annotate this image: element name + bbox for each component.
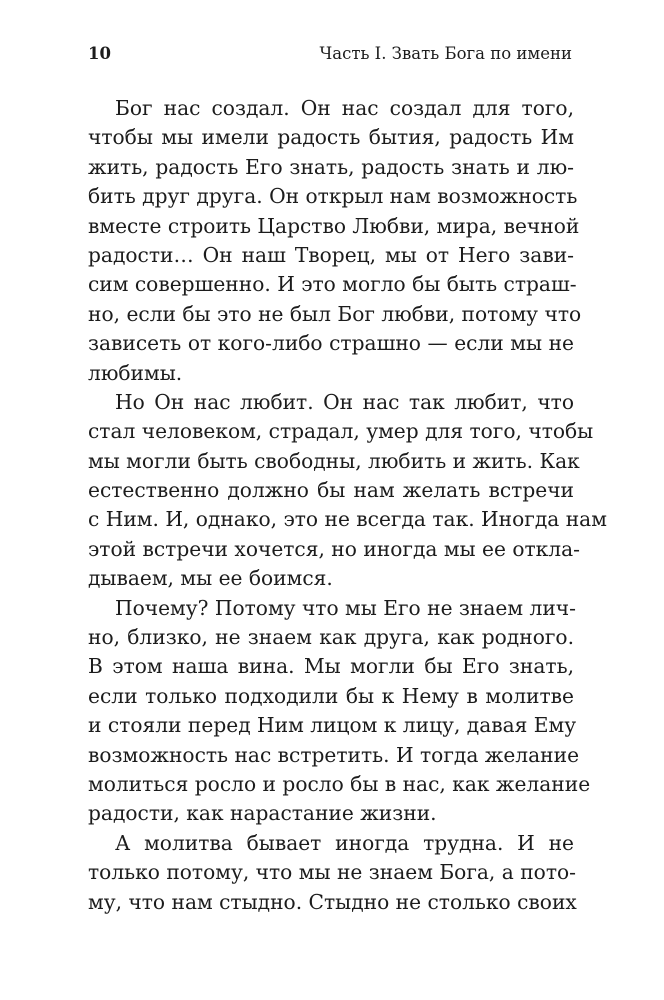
text-line: А молитва бывает иногда трудна. И не <box>115 830 574 855</box>
text-line: стал человеком, страдал, умер для того, чтобы <box>88 419 594 444</box>
text-line: Почему? Потому что мы Его не знаем лич- <box>115 595 576 620</box>
text-line: дываем, мы ее боимся. <box>88 566 333 591</box>
text-line: чтобы мы имели радость бытия, радость Им <box>88 125 574 150</box>
text-line: любимы. <box>88 360 183 385</box>
text-line: если только подходили бы к Нему в молитве <box>88 683 574 708</box>
text-line: зависеть от кого-либо страшно — если мы не <box>88 331 574 356</box>
text-line: возможность нас встретить. И тогда желание <box>88 742 580 767</box>
text-line: но, если бы это не был Бог любви, потому что <box>88 301 582 326</box>
text-line: с Ним. И, однако, это не всегда так. Иногда нам <box>88 507 607 532</box>
chapter-title: Часть I. Звать Бога по имени <box>319 44 572 63</box>
text-line: и стояли перед Ним лицом к лицу, давая Ему <box>88 713 577 738</box>
text-line: мы могли быть свободны, любить и жить. Как <box>88 448 580 473</box>
text-line: только потому, что мы не знаем Бога, а пото- <box>88 860 576 885</box>
text-line: В этом наша вина. Мы могли бы Его знать, <box>88 654 574 679</box>
text-line: но, близко, не знаем как друга, как родного. <box>88 625 574 650</box>
text-line: этой встречи хочется, но иногда мы ее откла- <box>88 536 580 561</box>
text-line: естественно должно бы нам желать встречи <box>88 478 574 503</box>
page-number: 10 <box>88 44 111 63</box>
text-line: радости, как нарастание жизни. <box>88 801 437 826</box>
body-text <box>88 94 607 917</box>
text-line: вместе строить Царство Любви, мира, вечной <box>88 213 580 238</box>
running-head <box>88 42 572 66</box>
text-line: бить друг друга. Он открыл нам возможность <box>88 184 578 209</box>
text-line: жить, радость Его знать, радость знать и лю- <box>88 154 574 179</box>
text-line: сим совершенно. И это могло бы быть страш- <box>88 272 577 297</box>
text-line: му, что нам стыдно. Стыдно не столько своих <box>88 889 577 914</box>
text-line: Но Он нас любит. Он нас так любит, что <box>115 389 574 414</box>
text-line: радости… Он наш Творец, мы от Него зави- <box>88 242 574 267</box>
text-line: Бог нас создал. Он нас создал для того, <box>115 96 574 120</box>
text-line: молиться росло и росло бы в нас, как желание <box>88 771 591 796</box>
